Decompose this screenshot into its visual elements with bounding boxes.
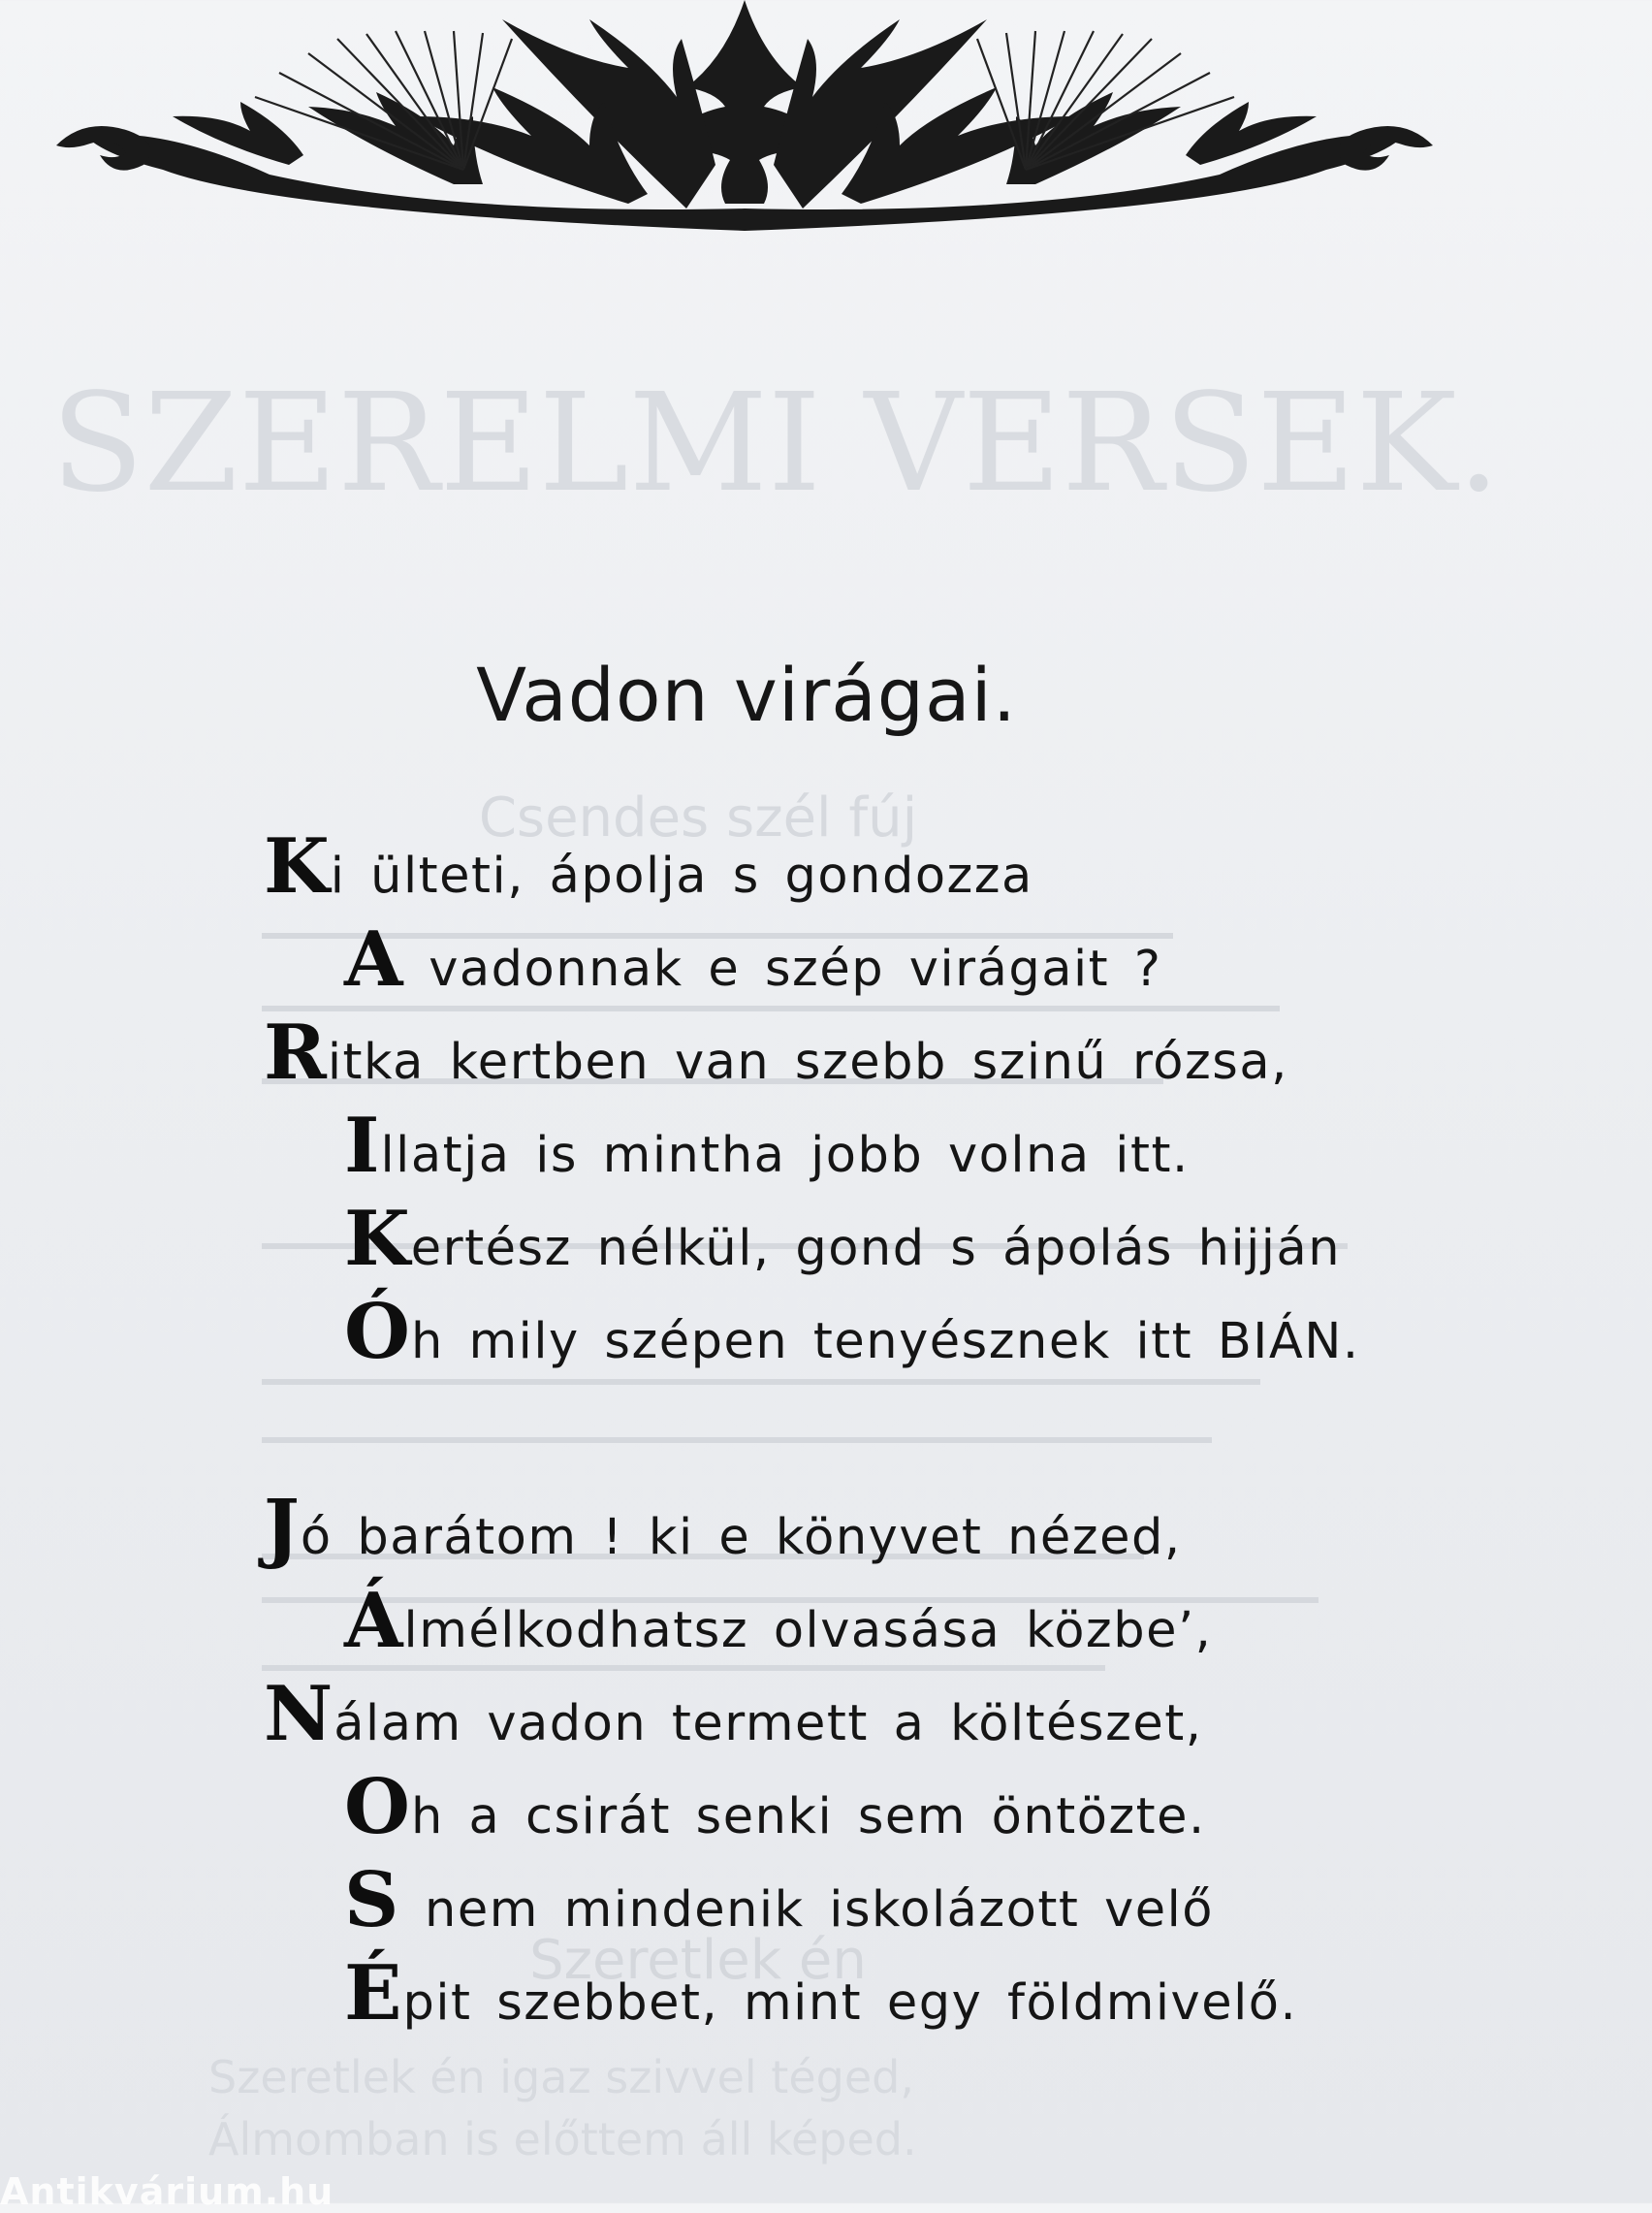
poem-line [264, 1670, 1202, 1758]
acrostic-initial: I [344, 1102, 380, 1190]
acrostic-initial: N [264, 1670, 334, 1758]
line-text: vadonnak e szép virágait ? [403, 941, 1162, 998]
bleed-line-1: Szeretlek én igaz szivvel téged, [208, 2051, 914, 2103]
line-text: pit szebbet, mint egy földmivelő. [402, 1974, 1298, 2032]
bleed-subheading-1: Csendes szél fúj [478, 786, 918, 850]
acrostic-initial: S [344, 1856, 399, 1944]
poem-line [344, 1102, 1190, 1190]
acrostic-initial: R [264, 1009, 327, 1097]
line-text: álam vadon termett a költészet, [334, 1695, 1203, 1752]
poem-line [264, 1009, 1288, 1097]
acrostic-initial: O [344, 1763, 410, 1851]
poem-line [344, 1763, 1206, 1851]
poem-line [344, 1577, 1212, 1665]
poem-line [344, 915, 1161, 1004]
acrostic-initial: K [344, 1195, 410, 1283]
poem-line [264, 1484, 1182, 1572]
bleed-subheading-2: Szeretlek én [529, 1929, 867, 1992]
bleed-line-2: Álmomban is előttem áll képed. [208, 2113, 917, 2165]
poem-line [344, 1856, 1214, 1944]
acrostic-initial: J [264, 1484, 300, 1572]
line-text: h mily szépen tenyésznek itt BIÁN. [410, 1313, 1360, 1370]
line-text: h a csirát senki sem öntözte. [410, 1788, 1206, 1845]
poem-line [264, 822, 1033, 911]
poem-line [344, 1949, 1297, 2037]
line-text: llatja is mintha jobb volna itt. [380, 1127, 1190, 1184]
line-text: ó barátom ! ki e könyvet nézed, [300, 1509, 1182, 1566]
line-text: itka kertben van szebb szinű rózsa, [327, 1034, 1288, 1091]
acrostic-initial: A [344, 915, 403, 1004]
line-text: lmélkodhatsz olvasása közbe’, [403, 1602, 1213, 1659]
poem-line [344, 1195, 1341, 1283]
acrostic-initial: Ó [344, 1288, 410, 1376]
poem-line [344, 1288, 1360, 1376]
bleed-heading: SZERELMI VERSEK. [50, 365, 1501, 523]
line-text: i ülteti, ápolja s gondozza [330, 848, 1033, 905]
watermark: Antikvárium.hu [0, 2170, 334, 2213]
line-text: nem mindenik iskolázott velő [399, 1881, 1214, 1939]
line-text: ertész nélkül, gond s ápolás hijján [410, 1220, 1342, 1277]
acrostic-initial: Á [344, 1577, 403, 1665]
acrostic-initial: K [264, 822, 330, 911]
acrostic-initial: É [344, 1949, 402, 2037]
poem-title: Vadon virágai. [476, 652, 1017, 738]
